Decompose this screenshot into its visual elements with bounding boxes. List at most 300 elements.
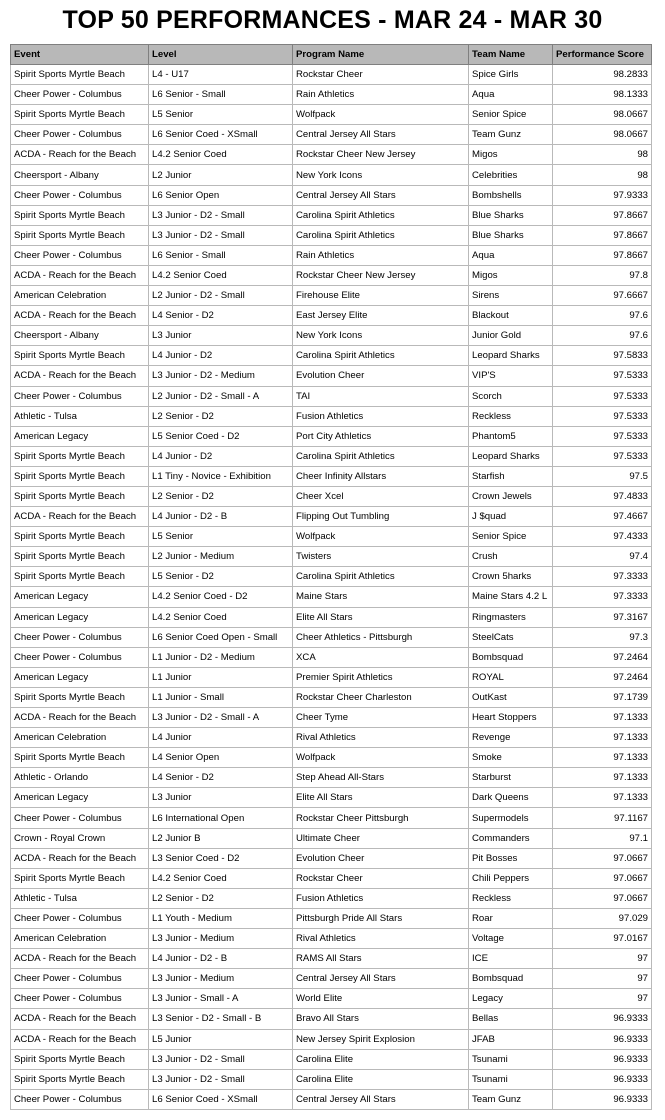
level-cell: L4.2 Senior Coed [149,265,293,285]
program-name-cell: Cheer Tyme [293,708,469,728]
team-name-cell: Sirens [469,286,553,306]
team-name-cell: Roar [469,908,553,928]
team-name-cell: Aqua [469,85,553,105]
level-cell: L1 Junior - Small [149,687,293,707]
header-row [11,45,652,65]
table-row [11,828,652,848]
level-cell: L2 Senior - D2 [149,888,293,908]
level-cell: L3 Junior [149,788,293,808]
performances-table [10,44,652,1110]
team-name-cell: Revenge [469,728,553,748]
team-name-cell: Blackout [469,306,553,326]
column-header-program-name: Program Name [293,45,469,65]
team-name-cell: Blue Sharks [469,225,553,245]
performance-score-cell: 97.8667 [553,225,652,245]
event-cell: Spirit Sports Myrtle Beach [11,466,149,486]
program-name-cell: Evolution Cheer [293,848,469,868]
event-cell: Cheer Power - Columbus [11,908,149,928]
column-header-team-name: Team Name [469,45,553,65]
event-cell: American Celebration [11,728,149,748]
event-cell: Cheer Power - Columbus [11,245,149,265]
table-row [11,85,652,105]
event-cell: Spirit Sports Myrtle Beach [11,65,149,85]
event-cell: Cheer Power - Columbus [11,1089,149,1109]
event-cell: Cheersport - Albany [11,326,149,346]
event-cell: American Legacy [11,607,149,627]
level-cell: L1 Tiny - Novice - Exhibition [149,466,293,486]
team-name-cell: J $quad [469,507,553,527]
program-name-cell: Elite All Stars [293,788,469,808]
performance-score-cell: 96.9333 [553,1089,652,1109]
program-name-cell: Wolfpack [293,527,469,547]
team-name-cell: Team Gunz [469,125,553,145]
level-cell: L3 Junior - Medium [149,969,293,989]
program-name-cell: RAMS All Stars [293,949,469,969]
level-cell: L2 Junior - D2 - Small [149,286,293,306]
event-cell: Spirit Sports Myrtle Beach [11,687,149,707]
program-name-cell: Carolina Spirit Athletics [293,567,469,587]
level-cell: L5 Senior - D2 [149,567,293,587]
program-name-cell: Evolution Cheer [293,366,469,386]
table-row [11,627,652,647]
program-name-cell: Carolina Spirit Athletics [293,205,469,225]
program-name-cell: Rockstar Cheer [293,868,469,888]
level-cell: L3 Junior - D2 - Small [149,225,293,245]
performance-score-cell: 97.4667 [553,507,652,527]
performance-score-cell: 97.6 [553,306,652,326]
team-name-cell: Ringmasters [469,607,553,627]
event-cell: Spirit Sports Myrtle Beach [11,205,149,225]
program-name-cell: Wolfpack [293,105,469,125]
table-row [11,1029,652,1049]
table-row [11,346,652,366]
event-cell: Cheer Power - Columbus [11,808,149,828]
program-name-cell: Rain Athletics [293,85,469,105]
performance-score-cell: 97.1333 [553,788,652,808]
team-name-cell: Bombshells [469,185,553,205]
level-cell: L4.2 Senior Coed [149,607,293,627]
event-cell: Spirit Sports Myrtle Beach [11,547,149,567]
column-header-level: Level [149,45,293,65]
event-cell: Athletic - Orlando [11,768,149,788]
table-row [11,868,652,888]
team-name-cell: Crown Jewels [469,486,553,506]
table-row [11,245,652,265]
program-name-cell: Fusion Athletics [293,406,469,426]
event-cell: ACDA - Reach for the Beach [11,1029,149,1049]
program-name-cell: XCA [293,647,469,667]
performance-score-cell: 97.3 [553,627,652,647]
team-name-cell: Phantom5 [469,426,553,446]
level-cell: L3 Junior - D2 - Small [149,205,293,225]
team-name-cell: ICE [469,949,553,969]
table-row [11,1089,652,1109]
table-row [11,929,652,949]
program-name-cell: Cheer Athletics - Pittsburgh [293,627,469,647]
table-row [11,949,652,969]
table-row [11,386,652,406]
table-row [11,366,652,386]
table-row [11,1069,652,1089]
table-body [11,65,652,1110]
performance-score-cell: 98.2833 [553,65,652,85]
event-cell: Spirit Sports Myrtle Beach [11,868,149,888]
page-title: TOP 50 PERFORMANCES - MAR 24 - MAR 30 [62,6,603,34]
team-name-cell: Bombsquad [469,969,553,989]
program-name-cell: Central Jersey All Stars [293,969,469,989]
team-name-cell: OutKast [469,687,553,707]
event-cell: Spirit Sports Myrtle Beach [11,748,149,768]
team-name-cell: Dark Queens [469,788,553,808]
performance-score-cell: 96.9333 [553,1069,652,1089]
program-name-cell: Pittsburgh Pride All Stars [293,908,469,928]
performance-score-cell: 97.4333 [553,527,652,547]
performance-score-cell: 97.0167 [553,929,652,949]
team-name-cell: Spice Girls [469,65,553,85]
performance-score-cell: 97.3167 [553,607,652,627]
level-cell: L4 Senior - D2 [149,768,293,788]
level-cell: L2 Junior - D2 - Small - A [149,386,293,406]
team-name-cell: Blue Sharks [469,205,553,225]
level-cell: L4 Junior - D2 [149,346,293,366]
event-cell: ACDA - Reach for the Beach [11,507,149,527]
performance-score-cell: 97.5333 [553,426,652,446]
team-name-cell: Junior Gold [469,326,553,346]
program-name-cell: East Jersey Elite [293,306,469,326]
event-cell: Cheersport - Albany [11,165,149,185]
team-name-cell: Celebrities [469,165,553,185]
event-cell: Spirit Sports Myrtle Beach [11,1069,149,1089]
team-name-cell: Senior Spice [469,527,553,547]
team-name-cell: Crush [469,547,553,567]
event-cell: Cheer Power - Columbus [11,647,149,667]
program-name-cell: Fusion Athletics [293,888,469,908]
column-header-event: Event [11,45,149,65]
performance-score-cell: 97.2464 [553,647,652,667]
program-name-cell: World Elite [293,989,469,1009]
program-name-cell: Rockstar Cheer New Jersey [293,145,469,165]
table-row [11,466,652,486]
event-cell: ACDA - Reach for the Beach [11,366,149,386]
table-row [11,105,652,125]
program-name-cell: Rockstar Cheer Charleston [293,687,469,707]
event-cell: Cheer Power - Columbus [11,85,149,105]
program-name-cell: New Jersey Spirit Explosion [293,1029,469,1049]
program-name-cell: Maine Stars [293,587,469,607]
performance-score-cell: 97 [553,969,652,989]
performance-score-cell: 98.0667 [553,125,652,145]
table-row [11,607,652,627]
level-cell: L1 Junior [149,667,293,687]
performance-score-cell: 97.1333 [553,728,652,748]
table-row [11,728,652,748]
level-cell: L5 Junior [149,1029,293,1049]
level-cell: L5 Senior [149,105,293,125]
level-cell: L3 Senior Coed - D2 [149,848,293,868]
event-cell: Cheer Power - Columbus [11,989,149,1009]
event-cell: Cheer Power - Columbus [11,627,149,647]
program-name-cell: TAI [293,386,469,406]
performance-score-cell: 97.2464 [553,667,652,687]
team-name-cell: Chili Peppers [469,868,553,888]
table-row [11,587,652,607]
program-name-cell: New York Icons [293,165,469,185]
program-name-cell: Twisters [293,547,469,567]
performance-score-cell: 97.1167 [553,808,652,828]
level-cell: L2 Junior B [149,828,293,848]
performance-score-cell: 97 [553,949,652,969]
level-cell: L1 Youth - Medium [149,908,293,928]
level-cell: L6 Senior - Small [149,245,293,265]
level-cell: L4 Junior [149,728,293,748]
table-row [11,708,652,728]
level-cell: L6 Senior Coed - XSmall [149,1089,293,1109]
program-name-cell: Cheer Infinity Allstars [293,466,469,486]
level-cell: L2 Senior - D2 [149,486,293,506]
event-cell: ACDA - Reach for the Beach [11,949,149,969]
level-cell: L5 Senior [149,527,293,547]
event-cell: American Legacy [11,788,149,808]
program-name-cell: Carolina Elite [293,1049,469,1069]
team-name-cell: Reckless [469,406,553,426]
level-cell: L6 Senior - Small [149,85,293,105]
table-row [11,527,652,547]
event-cell: Cheer Power - Columbus [11,125,149,145]
table-row [11,908,652,928]
level-cell: L3 Junior - D2 - Small - A [149,708,293,728]
team-name-cell: Heart Stoppers [469,708,553,728]
team-name-cell: Starburst [469,768,553,788]
performance-score-cell: 97.1333 [553,708,652,728]
table-row [11,888,652,908]
team-name-cell: Leopard Sharks [469,346,553,366]
level-cell: L2 Junior - Medium [149,547,293,567]
event-cell: Athletic - Tulsa [11,888,149,908]
program-name-cell: Ultimate Cheer [293,828,469,848]
table-row [11,507,652,527]
performance-score-cell: 96.9333 [553,1049,652,1069]
program-name-cell: Wolfpack [293,748,469,768]
team-name-cell: Tsunami [469,1049,553,1069]
table-row [11,125,652,145]
event-cell: ACDA - Reach for the Beach [11,265,149,285]
team-name-cell: Migos [469,145,553,165]
performance-score-cell: 97.6667 [553,286,652,306]
event-cell: American Celebration [11,286,149,306]
table-row [11,567,652,587]
program-name-cell: Rain Athletics [293,245,469,265]
team-name-cell: Bellas [469,1009,553,1029]
team-name-cell: Leopard Sharks [469,446,553,466]
event-cell: Crown - Royal Crown [11,828,149,848]
table-row [11,265,652,285]
performance-score-cell: 97.4 [553,547,652,567]
event-cell: Spirit Sports Myrtle Beach [11,567,149,587]
event-cell: ACDA - Reach for the Beach [11,848,149,868]
program-name-cell: Firehouse Elite [293,286,469,306]
team-name-cell: Scorch [469,386,553,406]
program-name-cell: Central Jersey All Stars [293,125,469,145]
program-name-cell: Elite All Stars [293,607,469,627]
event-cell: Spirit Sports Myrtle Beach [11,1049,149,1069]
event-cell: Spirit Sports Myrtle Beach [11,225,149,245]
level-cell: L4 Junior - D2 - B [149,507,293,527]
table-row [11,667,652,687]
level-cell: L3 Junior - D2 - Small [149,1049,293,1069]
table-row [11,406,652,426]
performance-score-cell: 97.1333 [553,768,652,788]
performance-score-cell: 97.5333 [553,406,652,426]
performance-score-cell: 97.0667 [553,868,652,888]
level-cell: L6 Senior Open [149,185,293,205]
performance-score-cell: 97.1333 [553,748,652,768]
level-cell: L4.2 Senior Coed [149,145,293,165]
level-cell: L6 International Open [149,808,293,828]
program-name-cell: Carolina Spirit Athletics [293,225,469,245]
team-name-cell: Supermodels [469,808,553,828]
level-cell: L4 Junior - D2 [149,446,293,466]
team-name-cell: SteelCats [469,627,553,647]
program-name-cell: Step Ahead All-Stars [293,768,469,788]
event-cell: American Legacy [11,587,149,607]
performance-score-cell: 96.9333 [553,1009,652,1029]
program-name-cell: Rockstar Cheer New Jersey [293,265,469,285]
performance-score-cell: 97.0667 [553,888,652,908]
table-row [11,426,652,446]
event-cell: American Legacy [11,426,149,446]
level-cell: L3 Junior - D2 - Medium [149,366,293,386]
table-header [11,45,652,65]
level-cell: L3 Senior - D2 - Small - B [149,1009,293,1029]
program-name-cell: Carolina Spirit Athletics [293,446,469,466]
event-cell: Cheer Power - Columbus [11,386,149,406]
event-cell: Spirit Sports Myrtle Beach [11,446,149,466]
event-cell: ACDA - Reach for the Beach [11,708,149,728]
performance-score-cell: 97.1 [553,828,652,848]
team-name-cell: JFAB [469,1029,553,1049]
team-name-cell: Senior Spice [469,105,553,125]
team-name-cell: Crown 5harks [469,567,553,587]
event-cell: Spirit Sports Myrtle Beach [11,527,149,547]
team-name-cell: VIP'S [469,366,553,386]
program-name-cell: Flipping Out Tumbling [293,507,469,527]
performance-score-cell: 97.5333 [553,386,652,406]
table-row [11,647,652,667]
level-cell: L3 Junior [149,326,293,346]
team-name-cell: Commanders [469,828,553,848]
table-row [11,808,652,828]
event-cell: Athletic - Tulsa [11,406,149,426]
performance-score-cell: 97.8 [553,265,652,285]
team-name-cell: ROYAL [469,667,553,687]
event-cell: Spirit Sports Myrtle Beach [11,486,149,506]
program-name-cell: Premier Spirit Athletics [293,667,469,687]
performance-score-cell: 97.5833 [553,346,652,366]
table-row [11,286,652,306]
performance-score-cell: 97.5333 [553,366,652,386]
team-name-cell: Reckless [469,888,553,908]
level-cell: L1 Junior - D2 - Medium [149,647,293,667]
performance-score-cell: 97.8667 [553,205,652,225]
performance-score-cell: 97.3333 [553,587,652,607]
performance-score-cell: 97.029 [553,908,652,928]
performance-score-cell: 98 [553,145,652,165]
team-name-cell: Pit Bosses [469,848,553,868]
event-cell: American Legacy [11,667,149,687]
performance-score-cell: 97.8667 [553,245,652,265]
table-row [11,306,652,326]
performance-score-cell: 96.9333 [553,1029,652,1049]
team-name-cell: Maine Stars 4.2 L [469,587,553,607]
level-cell: L4.2 Senior Coed - D2 [149,587,293,607]
program-name-cell: New York Icons [293,326,469,346]
level-cell: L2 Junior [149,165,293,185]
team-name-cell: Voltage [469,929,553,949]
table-row [11,748,652,768]
table-row [11,687,652,707]
team-name-cell: Migos [469,265,553,285]
program-name-cell: Carolina Elite [293,1069,469,1089]
performance-score-cell: 97.4833 [553,486,652,506]
performance-score-cell: 97.0667 [553,848,652,868]
performance-score-cell: 97.5333 [553,446,652,466]
table-row [11,989,652,1009]
program-name-cell: Bravo All Stars [293,1009,469,1029]
performance-score-cell: 97.3333 [553,567,652,587]
table-row [11,768,652,788]
event-cell: Cheer Power - Columbus [11,185,149,205]
team-name-cell: Tsunami [469,1069,553,1089]
performance-score-cell: 97.6 [553,326,652,346]
table-row [11,848,652,868]
team-name-cell: Smoke [469,748,553,768]
program-name-cell: Rockstar Cheer Pittsburgh [293,808,469,828]
table-row [11,1009,652,1029]
table-row [11,446,652,466]
table-row [11,788,652,808]
program-name-cell: Rockstar Cheer [293,65,469,85]
team-name-cell: Team Gunz [469,1089,553,1109]
table-row [11,326,652,346]
program-name-cell: Rival Athletics [293,728,469,748]
level-cell: L4.2 Senior Coed [149,868,293,888]
team-name-cell: Aqua [469,245,553,265]
team-name-cell: Bombsquad [469,647,553,667]
event-cell: ACDA - Reach for the Beach [11,145,149,165]
table-row [11,1049,652,1069]
program-name-cell: Port City Athletics [293,426,469,446]
level-cell: L4 Senior - D2 [149,306,293,326]
event-cell: Spirit Sports Myrtle Beach [11,346,149,366]
level-cell: L6 Senior Coed - XSmall [149,125,293,145]
level-cell: L4 - U17 [149,65,293,85]
performance-score-cell: 97 [553,989,652,1009]
performance-score-cell: 97.5 [553,466,652,486]
level-cell: L2 Senior - D2 [149,406,293,426]
table-row [11,547,652,567]
team-name-cell: Legacy [469,989,553,1009]
level-cell: L4 Senior Open [149,748,293,768]
event-cell: Cheer Power - Columbus [11,969,149,989]
team-name-cell: Starfish [469,466,553,486]
table-row [11,65,652,85]
program-name-cell: Central Jersey All Stars [293,185,469,205]
event-cell: Spirit Sports Myrtle Beach [11,105,149,125]
event-cell: American Celebration [11,929,149,949]
level-cell: L4 Junior - D2 - B [149,949,293,969]
table-row [11,225,652,245]
table-row [11,145,652,165]
